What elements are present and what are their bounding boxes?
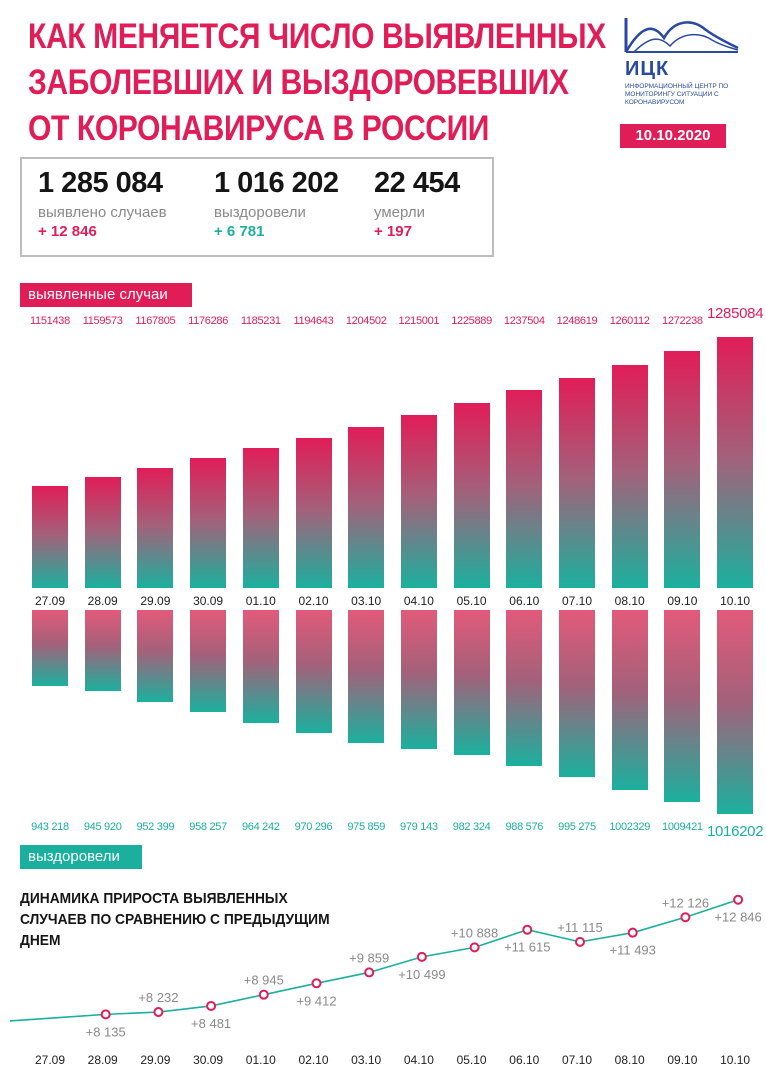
- growth-point: [365, 968, 373, 976]
- growth-date-label: 29.09: [140, 1053, 171, 1067]
- growth-point: [418, 953, 426, 961]
- stat-recovered: [214, 167, 339, 240]
- growth-value-label: +12 846: [714, 909, 762, 925]
- cases-bar-label: 1176286: [188, 315, 229, 327]
- recovered-bar: [401, 610, 437, 749]
- cases-date-label: 06.10: [509, 594, 540, 608]
- logo-subtitle: ИНФОРМАЦИОННЫЙ ЦЕНТР ПО МОНИТОРИНГУ СИТУАЦИИ С КОРОНАВИРУСОМ: [625, 83, 729, 106]
- cases-label: выявлено случаев: [38, 204, 167, 221]
- growth-date-label: 03.10: [351, 1053, 382, 1067]
- cases-bar: [85, 477, 121, 588]
- growth-point: [207, 1002, 215, 1010]
- cases-bar-label: 1215001: [398, 315, 440, 327]
- recovered-bar-label: 975 859: [347, 821, 386, 833]
- growth-value-label: +11 493: [609, 942, 656, 958]
- growth-point: [154, 1008, 162, 1016]
- growth-date-label: 04.10: [403, 1053, 434, 1067]
- cases-bar: [401, 415, 437, 588]
- cases-chart-title: выявленные случаи: [20, 283, 192, 307]
- recovered-bar: [85, 610, 121, 691]
- cases-delta: + 12 846: [38, 223, 97, 240]
- growth-value-label: +9 859: [349, 950, 390, 966]
- page-title: [28, 14, 606, 152]
- growth-date-label: 27.09: [34, 1053, 66, 1067]
- cases-date-label: 08.10: [614, 594, 645, 608]
- growth-date-label: 01.10: [245, 1053, 276, 1067]
- cases-bar: [348, 427, 384, 588]
- cases-bar: [717, 337, 753, 588]
- recovered-bar: [717, 610, 753, 814]
- growth-value-label: +8 232: [138, 990, 179, 1006]
- cases-bar: [612, 365, 648, 588]
- logo-mountain-icon: [622, 14, 742, 56]
- recovered-bar-label: 943 218: [31, 821, 69, 833]
- growth-date-label: 30.09: [193, 1053, 224, 1067]
- recovered-bar: [506, 610, 542, 766]
- cases-bar: [559, 378, 595, 588]
- cases-date-label: 27.09: [34, 594, 66, 608]
- cases-bar: [243, 448, 279, 588]
- recovered-bar: [190, 610, 226, 712]
- deaths-label: умерли: [374, 204, 425, 221]
- title-line-3: ОТ КОРОНАВИРУСА В РОССИИ: [28, 109, 490, 148]
- growth-value-label: +11 615: [504, 939, 551, 955]
- growth-point: [471, 943, 479, 951]
- cases-bar-label: 1248619: [556, 315, 598, 327]
- stat-cases: [38, 167, 167, 240]
- recovered-bar: [243, 610, 279, 723]
- cases-date-label: 29.09: [140, 594, 171, 608]
- cases-bar-label: 1204502: [345, 315, 387, 327]
- recovered-bar: [664, 610, 700, 802]
- recovered-bar: [559, 610, 595, 777]
- recovered-bar: [32, 610, 68, 686]
- cases-bar: [137, 468, 173, 588]
- cases-bar-label: 1185231: [240, 315, 281, 327]
- growth-value-label: +10 888: [450, 925, 499, 941]
- cases-bar: [506, 390, 542, 588]
- recovered-bar-label: 982 324: [452, 821, 491, 833]
- cases-date-label: 02.10: [298, 594, 329, 608]
- recovered-bar-label: 1016202: [706, 823, 764, 840]
- cases-date-label: 01.10: [245, 594, 276, 608]
- cases-date-label: 28.09: [87, 594, 118, 608]
- deaths-delta: + 197: [374, 223, 412, 240]
- cases-bar-label: 1225889: [451, 315, 492, 327]
- recovered-bar-label: 952 399: [136, 821, 175, 833]
- cases-date-label: 04.10: [403, 594, 434, 608]
- growth-date-label: 09.10: [667, 1053, 698, 1067]
- cases-bar-label: 1237504: [503, 315, 545, 327]
- logo-abbr: ИЦК: [625, 58, 670, 80]
- growth-value-label: +8 135: [85, 1024, 126, 1040]
- recovered-label: выздоровели: [214, 204, 306, 221]
- recovered-bar-label: 995 275: [558, 821, 596, 833]
- growth-line-chart: [0, 890, 766, 1080]
- recovered-bar: [137, 610, 173, 702]
- summary-box: [20, 157, 494, 257]
- recovered-bar: [348, 610, 384, 743]
- growth-point: [313, 979, 321, 987]
- cases-bar-label: 1167805: [135, 315, 176, 327]
- growth-date-label: 08.10: [614, 1053, 645, 1067]
- cases-value: 1 285 084: [38, 167, 163, 199]
- growth-date-label: 06.10: [509, 1053, 540, 1067]
- growth-point: [576, 938, 584, 946]
- title-line-1: КАК МЕНЯЕТСЯ ЧИСЛО ВЫЯВЛЕННЫХ: [28, 17, 606, 56]
- growth-date-label: 05.10: [456, 1053, 487, 1067]
- growth-point: [523, 926, 531, 934]
- growth-point: [260, 991, 268, 999]
- recovered-bar: [454, 610, 490, 755]
- recovered-bar: [296, 610, 332, 733]
- cases-date-label: 30.09: [193, 594, 224, 608]
- growth-value-label: +8 945: [243, 972, 284, 988]
- date-badge: 10.10.2020: [620, 124, 726, 148]
- growth-point: [734, 896, 742, 904]
- cases-bar: [296, 438, 332, 588]
- growth-chart-title: ДИНАМИКА ПРИРОСТА ВЫЯВЛЕННЫХ СЛУЧАЕВ ПО СРАВНЕНИЮ С ПРЕДЫДУЩИМ ДНЕМ: [20, 890, 330, 949]
- recovered-delta: + 6 781: [214, 223, 265, 240]
- cases-bar: [32, 486, 68, 588]
- growth-date-label: 10.10: [720, 1053, 751, 1067]
- recovered-bar: [612, 610, 648, 790]
- recovered-bar-label: 958 257: [189, 821, 227, 833]
- recovered-bar-label: 1002329: [609, 821, 651, 833]
- cases-bar-label: 1285084: [706, 305, 764, 322]
- recovered-bar-label: 979 143: [400, 821, 438, 833]
- recovered-bar-label: 970 296: [294, 821, 333, 833]
- growth-date-label: 28.09: [87, 1053, 118, 1067]
- growth-value-label: +10 499: [398, 966, 446, 982]
- title-line-2: ЗАБОЛЕВШИХ И ВЫЗДОРОВЕВШИХ: [28, 63, 569, 102]
- recovered-bar-label: 945 920: [83, 821, 122, 833]
- recovered-bar-label: 988 576: [505, 821, 544, 833]
- cases-bar-label: 1151438: [30, 315, 70, 327]
- stat-deaths: [374, 167, 460, 240]
- growth-point: [629, 929, 637, 937]
- recovered-bar-label: 1009421: [662, 821, 703, 833]
- cases-date-label: 07.10: [561, 594, 593, 608]
- growth-value-label: +11 115: [557, 919, 603, 935]
- cases-bar: [664, 351, 700, 588]
- cases-bar: [190, 458, 226, 588]
- logo: [622, 14, 742, 106]
- growth-date-label: 02.10: [298, 1053, 329, 1067]
- growth-value-label: +8 481: [191, 1015, 232, 1031]
- deaths-value: 22 454: [374, 167, 460, 199]
- cases-date-label: 05.10: [456, 594, 487, 608]
- growth-point: [102, 1010, 110, 1018]
- recovered-bar-label: 964 242: [241, 821, 280, 833]
- recovered-chart-title: выздоровели: [20, 845, 142, 869]
- cases-bar-label: 1272238: [662, 315, 703, 327]
- growth-point: [681, 913, 689, 921]
- growth-date-label: 07.10: [561, 1053, 593, 1067]
- cases-bar-label: 1260112: [609, 315, 650, 327]
- growth-value-label: +12 126: [661, 895, 710, 911]
- growth-value-label: +9 412: [296, 993, 337, 1009]
- cases-bar: [454, 403, 490, 588]
- cases-date-label: 10.10: [720, 594, 751, 608]
- cases-date-label: 03.10: [351, 594, 382, 608]
- cases-bar-label: 1194643: [293, 315, 334, 327]
- cases-date-label: 09.10: [667, 594, 698, 608]
- cases-bar-label: 1159573: [82, 315, 123, 327]
- recovered-value: 1 016 202: [214, 167, 339, 199]
